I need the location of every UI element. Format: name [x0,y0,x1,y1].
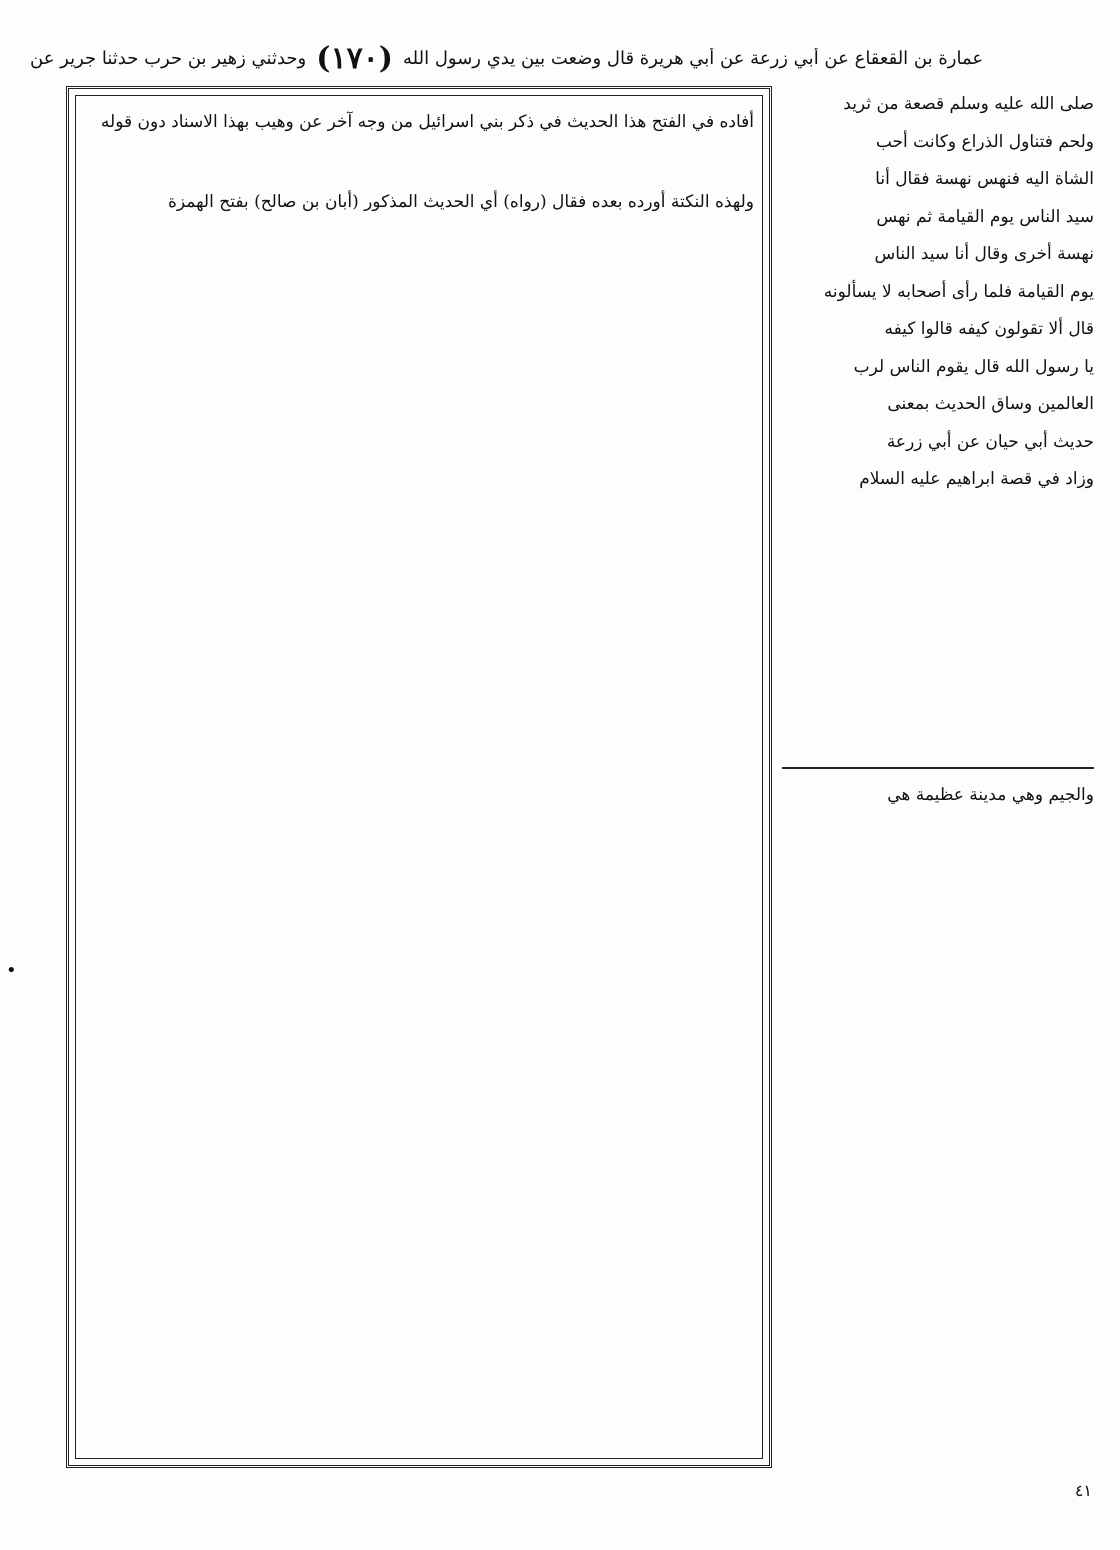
main-text-line [84,622,754,662]
main-text-line [84,1102,754,1142]
main-text-line [84,1302,754,1342]
side-text-line [782,1340,1094,1378]
side-text-line [782,499,1094,537]
side-text-line: يوم القيامة فلما رأى أصحابه لا يسألونه [823,281,1094,302]
main-text-line [84,702,754,742]
main-text-line [84,582,754,622]
side-text-line [782,1040,1094,1078]
main-text-line: أفاده في الفتح هذا الحديث في ذكر بني اسرائيل من وجه آخر عن وهيب بهذا الاسناد دون قوله [100,112,754,132]
side-text-line [782,1077,1094,1115]
side-text-line [782,1377,1094,1415]
side-text-line [782,724,1094,762]
main-text-line [84,1022,754,1062]
main-text-line [84,382,754,422]
main-text-line [84,822,754,862]
page-footer [70,1470,1092,1510]
side-text-line [782,611,1094,649]
side-text-line [782,890,1094,928]
main-commentary-column [75,95,763,1459]
side-text-line [782,686,1094,724]
side-text-line: الشاة اليه فنهس نهسة فقال أنا [875,169,1094,189]
main-text-line [84,1262,754,1302]
main-text-line [84,222,754,262]
side-text-line [782,1265,1094,1303]
main-text-line [84,542,754,582]
side-text-line [782,1302,1094,1340]
page-number: (١٧٠) [316,40,393,76]
side-text-line [782,1002,1094,1040]
side-text-line [782,927,1094,965]
side-text-line: نهسة أخرى وقال أنا سيد الناس [874,244,1094,264]
side-text-line: العالمين وساق الحديث بمعنى [887,394,1094,414]
side-text-line: حديث أبي حيان عن أبي زرعة [886,431,1094,452]
main-text-line [84,982,754,1022]
main-text-line [84,302,754,342]
side-text-line: وزاد في قصة ابراهيم عليه السلام [859,469,1094,489]
main-column-frame [66,86,772,1468]
side-text-line [782,815,1094,853]
main-text-line [84,862,754,902]
main-text-line [84,262,754,302]
main-text-line [84,1182,754,1222]
side-text-line: قال ألا تقولون كيفه قالوا كيفه [884,319,1094,339]
side-text-line: ولحم فتناول الذراع وكانت أحب [875,131,1094,152]
side-text-line [782,1152,1094,1190]
header-text-left: عمارة بن القعقاع عن أبي زرعة عن أبي هريرة قال وضعت بين يدي رسول الله [403,47,984,69]
header-text-right: وحدثني زهير بن حرب حدثنا جرير عن [30,47,307,69]
main-text-line [84,1422,754,1459]
main-text-line [84,742,754,782]
side-text-line [782,965,1094,1003]
main-text-line [84,1062,754,1102]
side-column-hadith-text [782,86,1094,761]
main-text-line [84,142,754,182]
side-text-line: صلى الله عليه وسلم قصعة من ثريد [843,94,1094,114]
main-text-line [84,1382,754,1422]
side-text-line [782,1452,1094,1468]
side-text-line [782,649,1094,687]
side-text-line [782,1190,1094,1228]
main-text-line [84,462,754,502]
main-text-line [84,422,754,462]
side-text-line [782,1115,1094,1153]
side-text-line [782,574,1094,612]
side-text-line [782,536,1094,574]
main-text-line [84,662,754,702]
main-text-line: ولهذه النكتة أورده بعده فقال (رواه) أي الحديث المذكور (أبان بن صالح) بفتح الهمزة [167,192,754,212]
main-text-line [84,782,754,822]
side-column-divider [782,767,1094,769]
side-text-line: والجيم وهي مدينة عظيمة هي [887,785,1094,805]
side-column [782,86,1094,1468]
side-column-commentary [782,777,1094,1468]
page-header [30,38,1092,78]
gutter-mark: • [6,960,17,981]
main-text-line [84,902,754,942]
side-text-line [782,1227,1094,1265]
side-text-line [782,1415,1094,1453]
side-text-line [782,852,1094,890]
side-text-line: سيد الناس يوم القيامة ثم نهس [876,206,1094,227]
side-text-line: يا رسول الله قال يقوم الناس لرب [853,356,1094,377]
main-text-line [84,942,754,982]
main-text-line [84,1222,754,1262]
main-text-line [84,1142,754,1182]
main-text-line [84,502,754,542]
signature-mark: ٤١ [1074,1480,1092,1500]
main-text-line [84,342,754,382]
main-text-line [84,1342,754,1382]
